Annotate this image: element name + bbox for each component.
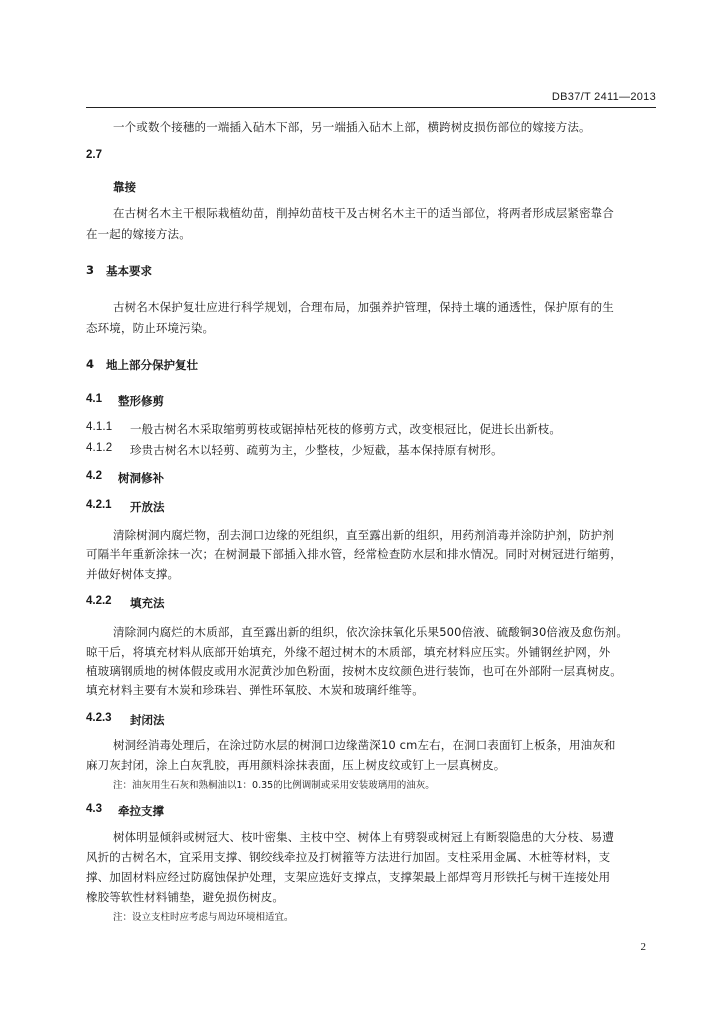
clause-number-4-2-2: 4.2.2 bbox=[86, 595, 112, 607]
subsection-title-pruning: 整形修剪 bbox=[118, 394, 164, 408]
paragraph-line: 树洞经消毒处理后，在涂过防水层的树洞口边缘凿深10 cm左右，在洞口表面钉上板条，用油灰和 bbox=[113, 738, 616, 752]
clause-title-open-method: 开放法 bbox=[130, 500, 165, 514]
paragraph-line: 古树名木保护复壮应进行科学规划，合理布局，加强养护管理，保持土壤的通透性，保护原有的生 bbox=[113, 300, 614, 314]
paragraph-line: 晾干后，将填充材料从底部开始填充，外缘不超过树木的木质部，填充材料应压实。外铺钢丝护网，外 bbox=[86, 645, 611, 659]
clause-number-4-2-1: 4.2.1 bbox=[86, 499, 112, 511]
standard-code: DB37/T 2411—2013 bbox=[551, 91, 656, 103]
note: 注：设立支柱时应考虑与周边环境相适宜。 bbox=[113, 912, 294, 923]
paragraph-line: 树体明显倾斜或树冠大、枝叶密集、主枝中空、树体上有劈裂或树冠上有断裂隐患的大分枝、易遭 bbox=[113, 830, 614, 844]
section-number-3: 3 bbox=[86, 263, 95, 277]
paragraph-line: 态环境，防止环境污染。 bbox=[86, 321, 215, 335]
subsection-number-4-2: 4.2 bbox=[86, 470, 102, 482]
paragraph-line: 清除洞内腐烂的木质部，直至露出新的组织，依次涂抹氧化乐果500倍液、硫酸铜30倍液及愈伤剂。 bbox=[113, 625, 628, 639]
subsection-number-4-1: 4.1 bbox=[86, 393, 102, 405]
page-number: 2 bbox=[640, 941, 646, 953]
note: 注：油灰用生石灰和熟桐油以1：0.35的比例调制或采用安装玻璃用的油灰。 bbox=[113, 780, 435, 791]
clause-number-4-1-2: 4.1.2 bbox=[86, 442, 113, 454]
term-title-kaojie: 靠接 bbox=[113, 180, 136, 194]
subsection-title-traction-support: 牵拉支撑 bbox=[118, 804, 164, 818]
paragraph-line: 麻刀灰封闭，涂上白灰乳胶，再用颜料涂抹表面，压上树皮纹或钉上一层真树皮。 bbox=[86, 758, 506, 772]
term-definition-line: 在一起的嫁接方法。 bbox=[86, 227, 191, 241]
subsection-title-cavity-repair: 树洞修补 bbox=[118, 471, 164, 485]
paragraph-line: 植玻璃钢质地的树体假皮或用水泥黄沙加色粉面，按树木皮纹颜色进行装饰，也可在外部附一层真树皮。 bbox=[86, 664, 622, 678]
clause-title-filling-method: 填充法 bbox=[130, 596, 165, 610]
term-definition-line: 在古树名木主干根际栽植幼苗，削掉幼苗枝干及古树名木主干的适当部位，将两者形成层紧密靠合 bbox=[113, 206, 614, 220]
paragraph-line: 填充材料主要有木炭和珍珠岩、弹性环氧胶、木炭和玻璃纤维等。 bbox=[86, 683, 424, 697]
subsection-number-4-3: 4.3 bbox=[86, 803, 102, 815]
paragraph-line: 风折的古树名木，宜采用支撑、钢绞线牵拉及打树箍等方法进行加固。支柱采用金属、木桩等材料，支 bbox=[86, 850, 611, 864]
paragraph-line: 撑、加固材料应经过防腐蚀保护处理，支架应选好支撑点，支撑架最上部焊弯月形铁托与树干连接处用 bbox=[86, 870, 611, 884]
paragraph-line: 可隔半年重新涂抹一次；在树洞最下部插入排水管，经常检查防水层和排水情况。同时对树冠进行缩剪， bbox=[86, 547, 622, 561]
paragraph-line: 清除树洞内腐烂物，刮去洞口边缘的死组织，直至露出新的组织，用药剂消毒并涂防护剂，防护剂 bbox=[113, 528, 614, 542]
header-rule bbox=[86, 107, 656, 108]
term-number-2-7: 2.7 bbox=[86, 149, 102, 161]
clause-number-4-1-1: 4.1.1 bbox=[86, 421, 113, 433]
clause-text: 珍贵古树名木以轻剪、疏剪为主，少整枝，少短截，基本保持原有树形。 bbox=[130, 443, 503, 457]
section-title-basic-requirements: 基本要求 bbox=[106, 264, 152, 278]
section-title-aboveground: 地上部分保护复壮 bbox=[106, 358, 198, 372]
clause-number-4-2-3: 4.2.3 bbox=[86, 712, 112, 724]
continued-paragraph: 一个或数个接穗的一端插入砧木下部，另一端插入砧木上部，横跨树皮损伤部位的嫁接方法。 bbox=[113, 120, 591, 134]
section-number-4: 4 bbox=[86, 357, 95, 371]
paragraph-line: 并做好树体支撑。 bbox=[86, 567, 180, 581]
clause-text: 一般古树名木采取缩剪剪枝或锯掉枯死枝的修剪方式，改变根冠比，促进长出新枝。 bbox=[130, 422, 562, 436]
paragraph-line: 橡胶等软性材料铺垫，避免损伤树皮。 bbox=[86, 890, 285, 904]
clause-title-sealing-method: 封闭法 bbox=[130, 713, 165, 727]
